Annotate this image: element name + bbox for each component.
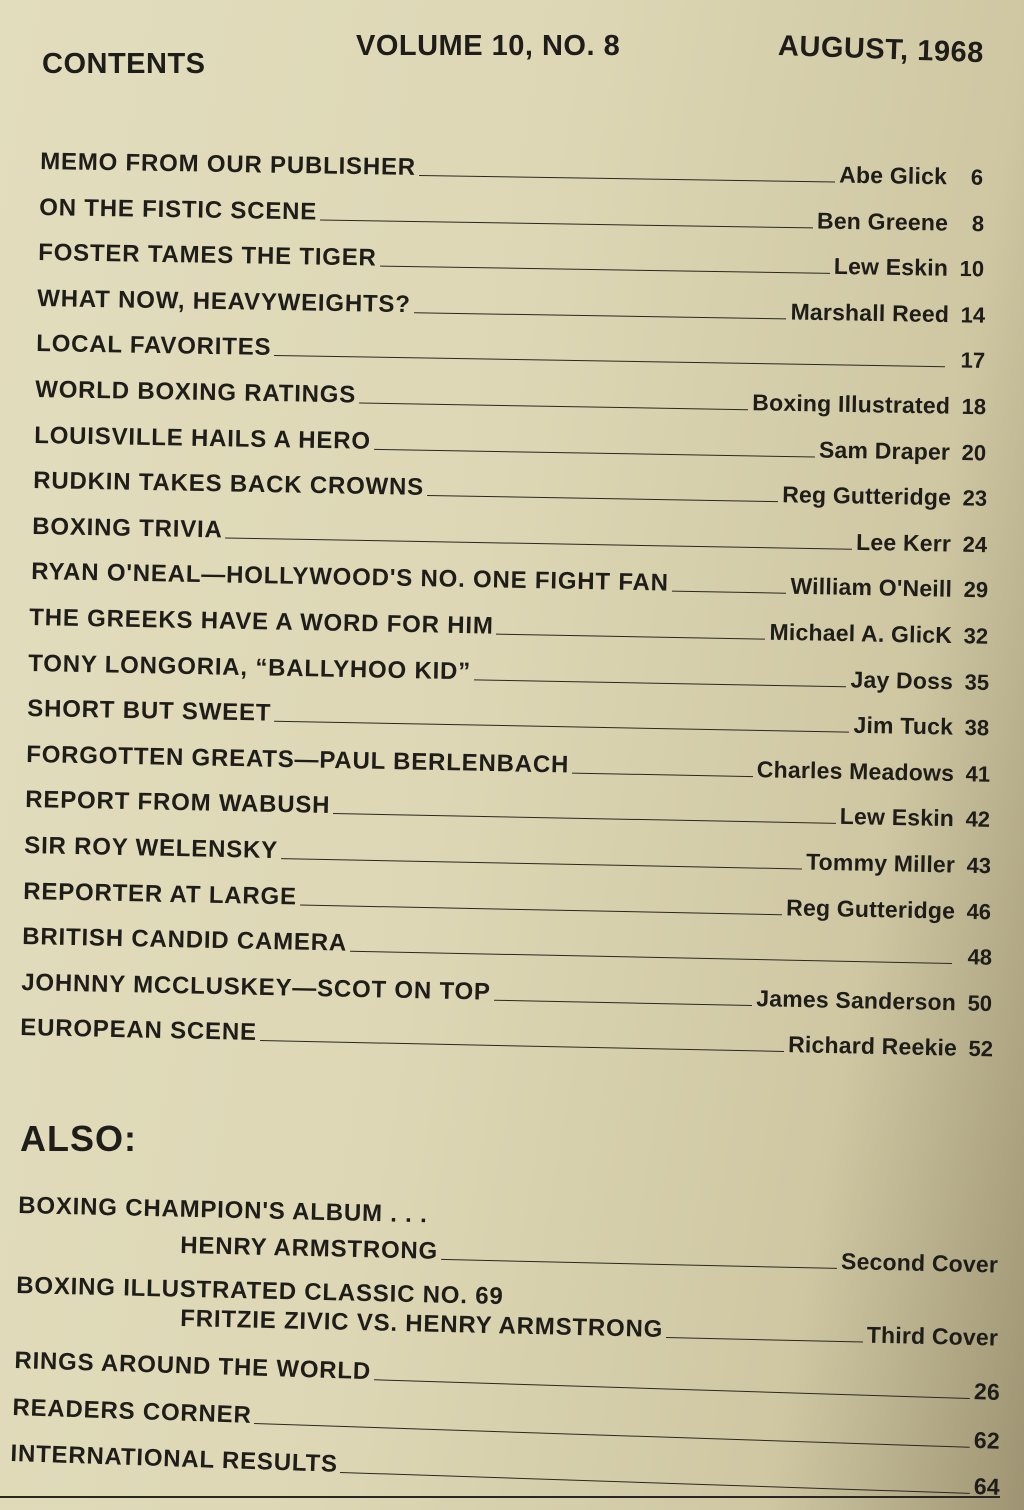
dot-leader: [427, 495, 778, 502]
dot-leader: [672, 591, 787, 594]
toc-entry-author: Lew Eskin: [839, 802, 955, 832]
dot-leader: [496, 634, 765, 640]
toc-entry-author: Lew Eskin: [833, 252, 949, 281]
toc-entry-page: 8: [971, 210, 985, 237]
toc-entry: [39, 194, 984, 237]
toc-entry: [38, 239, 984, 282]
toc-entry-page: 48: [967, 944, 993, 970]
toc-entry-author: Jay Doss: [850, 666, 954, 695]
toc-entry-title: WORLD BOXING RATINGS: [35, 376, 357, 409]
toc-entry-title: MEMO FROM OUR PUBLISHER: [40, 148, 417, 181]
dot-leader: [333, 813, 836, 824]
toc-entry-title: JOHNNY MCCLUSKEY—SCOT ON TOP: [21, 969, 492, 1006]
dot-leader: [419, 175, 835, 183]
toc-entry-title: EUROPEAN SCENE: [20, 1014, 258, 1046]
toc-entry-title: WHAT NOW, HEAVYWEIGHTS?: [37, 285, 411, 319]
toc-entry: [34, 422, 986, 466]
toc-entry: [35, 376, 986, 420]
toc-entry-page: 52: [968, 1035, 994, 1062]
toc-entry-author: Richard Reekie: [787, 1031, 958, 1061]
toc-entry-page: 18: [961, 393, 987, 420]
dot-leader: [274, 355, 945, 367]
toc-entry-page: 43: [966, 852, 992, 879]
also-classic-line: BOXING ILLUSTRATED CLASSIC NO. 69: [16, 1272, 504, 1311]
toc-entry-author: Reg Gutteridge: [785, 894, 956, 924]
dot-leader: [380, 266, 830, 274]
toc-entry: [36, 330, 985, 374]
toc-entry: [20, 1014, 993, 1062]
toc-entry: [27, 695, 989, 741]
dot-leader: [374, 449, 815, 458]
toc-entry-title: RYAN O'NEAL—HOLLYWOOD'S NO. ONE FIGHT FAN: [31, 558, 669, 597]
toc-entry-page: 17: [960, 347, 986, 373]
toc-entry-title: SHORT BUT SWEET: [27, 695, 272, 727]
toc-entry: [40, 148, 983, 191]
also-readers-page: 62: [973, 1426, 1001, 1454]
toc-entry-page: 29: [963, 576, 989, 603]
toc-entry-page: 23: [962, 485, 988, 511]
toc-entry-author: Jim Tuck: [853, 711, 954, 740]
also-heading: ALSO:: [20, 1118, 137, 1159]
toc-entry: [28, 650, 989, 696]
toc-entry-page: 32: [963, 623, 989, 649]
toc-entry-title: TONY LONGORIA, “BALLYHOO KID”: [28, 650, 472, 686]
toc-entry: [23, 878, 991, 925]
also-classic-location: Third Cover: [866, 1321, 999, 1351]
dot-leader: [281, 858, 802, 869]
toc-entry: [31, 558, 988, 603]
also-album-line: BOXING CHAMPION'S ALBUM . . .: [18, 1192, 428, 1229]
dot-leader: [474, 679, 847, 687]
toc-entry-title: BRITISH CANDID CAMERA: [22, 923, 348, 957]
dot-leader: [320, 220, 813, 229]
toc-entry: [37, 285, 985, 329]
toc-entry-page: 24: [962, 531, 988, 558]
toc-entry-title: REPORT FROM WABUSH: [25, 786, 331, 819]
toc-entry-author: Charles Meadows: [756, 756, 955, 786]
toc-entry: [22, 923, 992, 971]
toc-entry-title: RUDKIN TAKES BACK CROWNS: [33, 467, 425, 501]
toc-entry-page: 42: [965, 806, 991, 832]
toc-entry-title: FOSTER TAMES THE TIGER: [38, 239, 377, 272]
toc-entry-author: Ben Greene: [816, 207, 949, 236]
toc-entry: [25, 786, 990, 833]
toc-entry-author: James Sanderson: [755, 985, 957, 1016]
toc-entry-title: FORGOTTEN GREATS—PAUL BERLENBACH: [26, 741, 570, 779]
toc-entry: [33, 467, 987, 512]
toc-entry-title: ON THE FISTIC SCENE: [39, 194, 318, 226]
toc-entry-author: Boxing Illustrated: [752, 389, 951, 419]
toc-entry-page: 41: [965, 761, 991, 787]
toc-entry-page: 46: [966, 898, 992, 925]
dot-leader: [260, 1040, 784, 1052]
toc-entry-page: 38: [964, 714, 990, 741]
toc-entry-author: William O'Neill: [790, 572, 953, 602]
toc-entry-author: Marshall Reed: [790, 298, 950, 328]
toc-entry-author: Lee Kerr: [855, 528, 952, 557]
toc-entry-page: 10: [959, 255, 985, 282]
toc-entry-page: 35: [964, 669, 990, 695]
toc-entry-author: Michael A. GlicK: [769, 618, 953, 649]
also-intl-title: INTERNATIONAL RESULTS: [10, 1440, 339, 1478]
toc-entry: [21, 969, 992, 1017]
toc-entry: [26, 741, 990, 788]
also-rings-page: 26: [973, 1378, 1001, 1405]
dot-leader: [300, 905, 782, 916]
also-album-subject: HENRY ARMSTRONG: [180, 1232, 439, 1265]
toc-entry: [24, 832, 991, 879]
toc-entry-title: THE GREEKS HAVE A WORD FOR HIM: [29, 604, 494, 640]
dot-leader: [225, 537, 852, 549]
toc-entry-title: REPORTER AT LARGE: [23, 878, 298, 911]
toc-entry-page: 50: [967, 990, 993, 1016]
toc-entry-author: Tommy Miller: [805, 848, 956, 878]
dot-leader: [359, 403, 748, 411]
toc-entry-title: SIR ROY WELENSKY: [24, 832, 279, 865]
contents-heading: CONTENTS: [42, 48, 206, 80]
dot-leader: [572, 773, 753, 778]
also-album-location: Second Cover: [840, 1248, 999, 1278]
dot-leader: [350, 951, 952, 964]
volume-number: VOLUME 10, NO. 8: [356, 30, 621, 62]
toc-entry: [29, 604, 988, 650]
toc-entry-author: Sam Draper: [818, 436, 951, 465]
also-intl-page: 64: [973, 1472, 1001, 1500]
also-readers-title: READERS CORNER: [12, 1394, 253, 1429]
toc-entry-title: LOUISVILLE HAILS A HERO: [34, 422, 372, 455]
dot-leader: [414, 312, 787, 319]
bottom-rule: [0, 1496, 1000, 1498]
toc-entry-page: 6: [970, 164, 984, 190]
also-rings-title: RINGS AROUND THE WORLD: [14, 1347, 372, 1386]
toc-entry-page: 20: [961, 440, 987, 466]
toc-entry-title: BOXING TRIVIA: [32, 513, 223, 544]
toc-entry-author: Reg Gutteridge: [781, 481, 952, 511]
dot-leader: [666, 1337, 863, 1342]
toc-entry-title: LOCAL FAVORITES: [36, 330, 272, 361]
toc-entry: [32, 513, 987, 558]
toc-entry-page: 14: [960, 302, 986, 328]
issue-date: AUGUST, 1968: [777, 30, 985, 70]
toc-entry-author: Abe Glick: [839, 161, 948, 190]
also-classic-subject: FRITZIE ZIVIC VS. HENRY ARMSTRONG: [180, 1305, 664, 1343]
dot-leader: [274, 721, 849, 733]
dot-leader: [494, 1000, 753, 1006]
